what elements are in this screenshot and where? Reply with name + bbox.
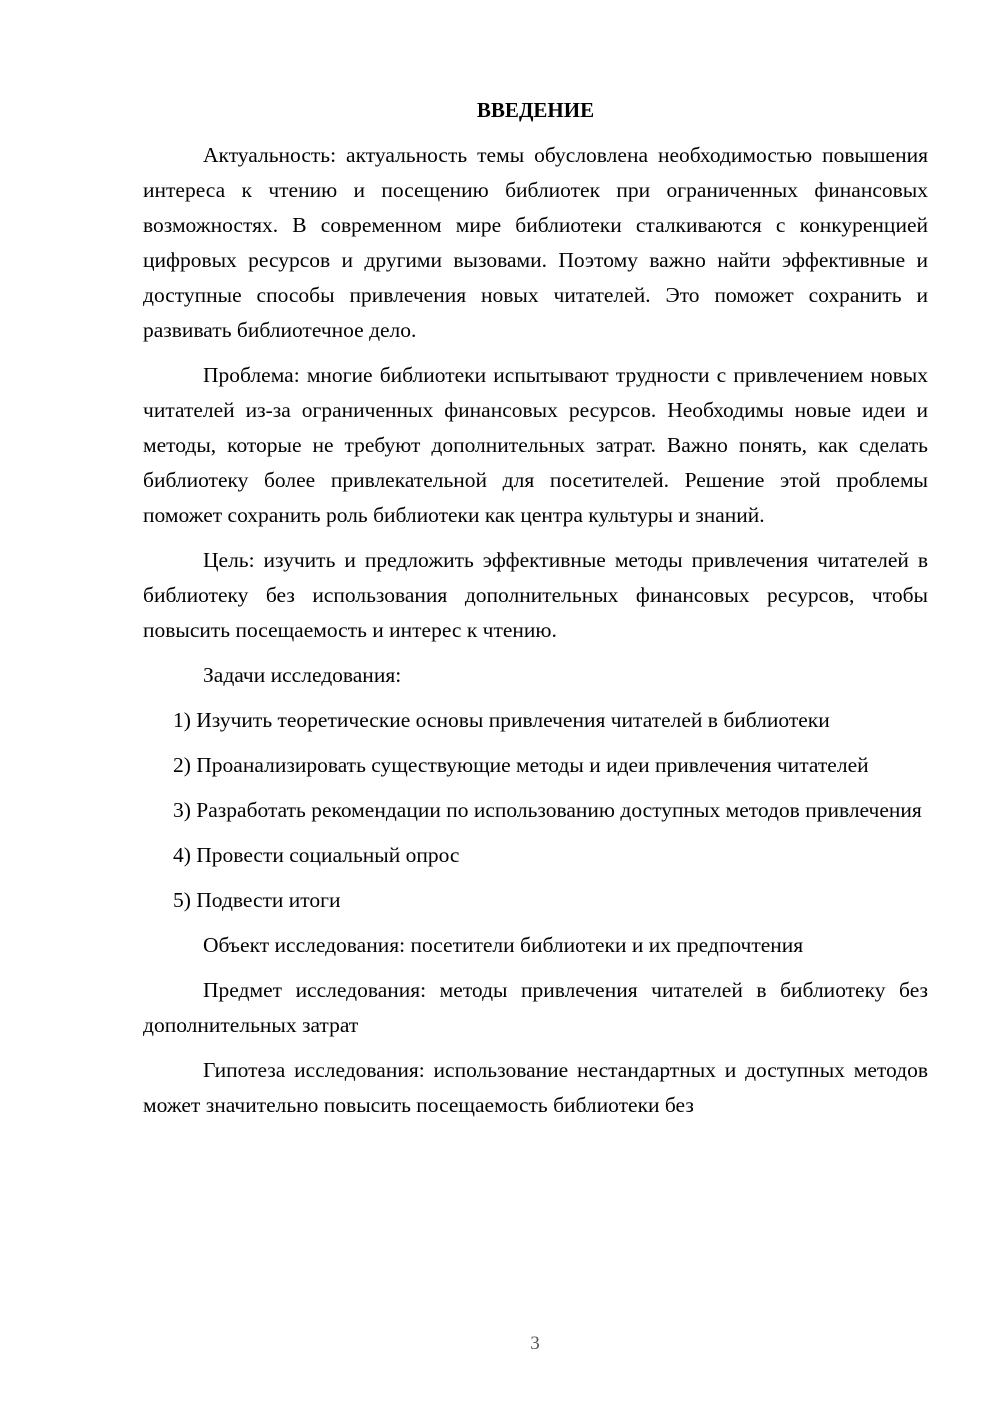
- list-item: 2) Проанализировать существующие методы и идеи привлечения читателей: [173, 753, 869, 777]
- paragraph-goal: Цель: изучить и предложить эффективные методы привлечения читателей в библиотеку без использования дополнительных финансовых ресурсов, чтобы повысить посещаемость и интерес к чтению.: [143, 548, 928, 642]
- list-item: 5) Подвести итоги: [173, 888, 341, 912]
- paragraph-tasks-heading: Задачи исследования:: [203, 663, 402, 687]
- paragraph-relevance: Актуальность: актуальность темы обусловлена необходимостью повышения интереса к чтению и посещению библиотек при ограниченных финансовых возможностях. В современном мире библиотеки сталкиваются с конкуренцией цифровых ресурсов и другими вызовами. Поэтому важно найти эффективные и доступные способы привлечения новых читателей. Это поможет сохранить и развивать библиотечное дело.: [143, 143, 928, 342]
- list-item: 4) Провести социальный опрос: [173, 843, 460, 867]
- list-item: 1) Изучить теоретические основы привлечения читателей в библиотеки: [173, 708, 830, 732]
- list-item: 3) Разработать рекомендации по использованию доступных методов привлечения: [173, 798, 922, 822]
- paragraph-subject: Предмет исследования: методы привлечения читателей в библиотеку без дополнительных затрат: [143, 978, 928, 1037]
- page-number: 3: [530, 1333, 540, 1354]
- section-title: ВВЕДЕНИЕ: [476, 98, 595, 122]
- tasks-list: [143, 703, 928, 918]
- paragraph-object: Объект исследования: посетители библиотеки и их предпочтения: [203, 933, 804, 957]
- paragraph-problem: Проблема: многие библиотеки испытывают трудности с привлечением новых читателей из-за ограниченных финансовых ресурсов. Необходимы новые идеи и методы, которые не требуют дополнительных затрат. Важно понять, как сделать библиотеку более привлекательной для посетителей. Решение этой проблемы поможет сохранить роль библиотеки как центра культуры и знаний.: [143, 363, 928, 527]
- paragraph-hypothesis: Гипотеза исследования: использование нестандартных и доступных методов может значительно повысить посещаемость библиотеки без: [143, 1058, 928, 1117]
- document-page: [143, 95, 928, 1133]
